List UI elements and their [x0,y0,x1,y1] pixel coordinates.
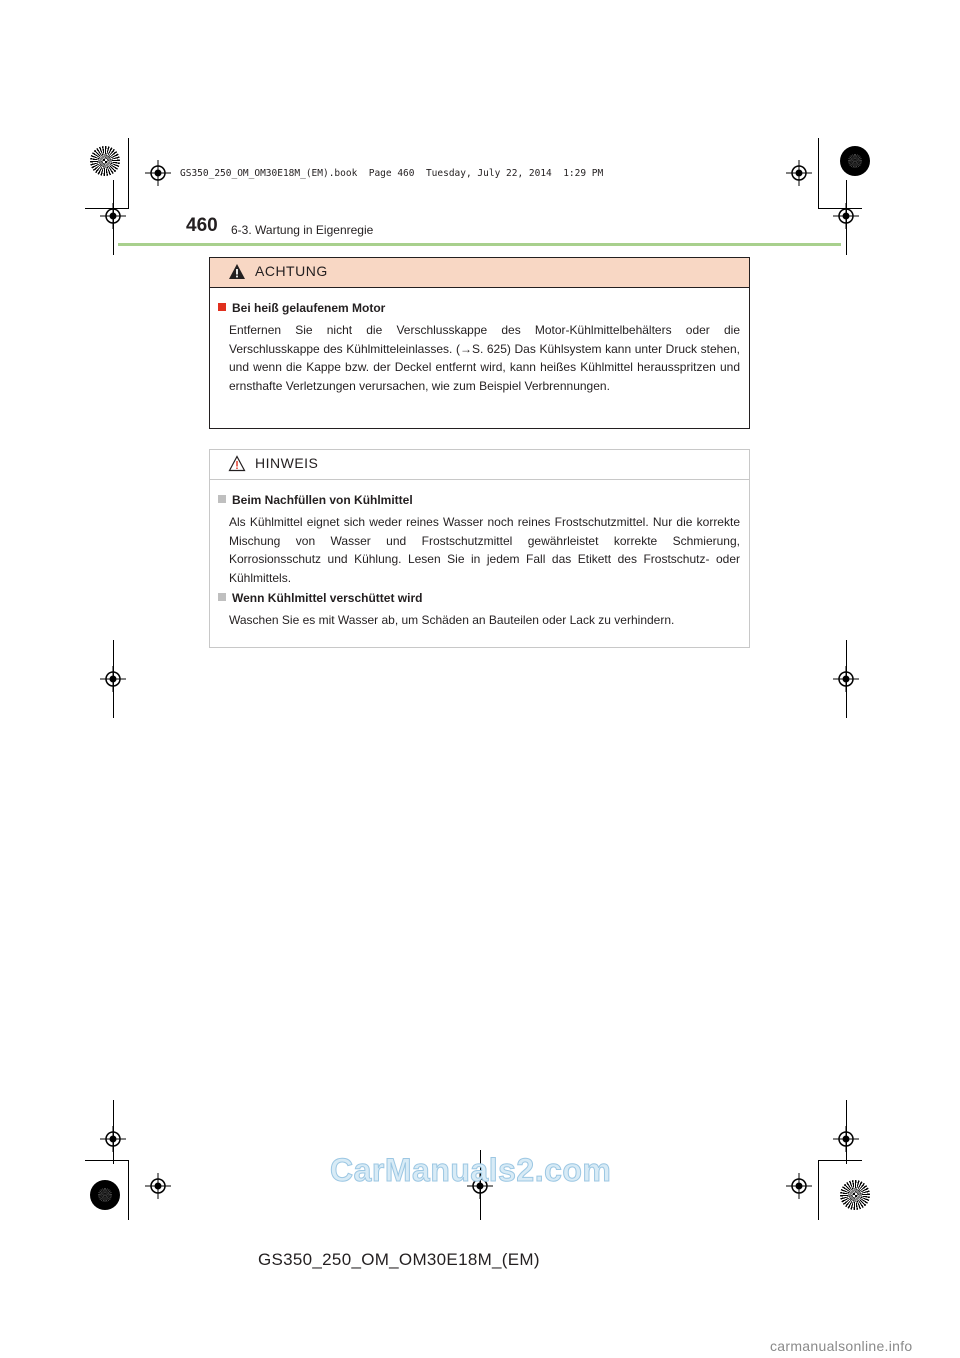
warning-header [210,258,749,288]
book-info-line: GS350_250_OM_OM30E18M_(EM).book Page 460 Tuesday, July 22, 2014 1:29 PM [180,168,604,179]
section-title: 6-3. Wartung in Eigenregie [231,223,374,237]
notice-header [210,450,749,480]
caution-triangle-icon [228,455,246,472]
notice-item-text: Waschen Sie es mit Wasser ab, um Schäden an Bauteilen oder Lack zu verhindern. [229,613,675,627]
registration-target-icon [786,160,812,186]
notice-title: HINWEIS [255,455,319,471]
watermark-text: CarManuals2.com [330,1152,612,1188]
square-bullet-icon [218,495,226,503]
header-rule [118,243,841,246]
registration-target-icon [833,666,859,692]
warning-triangle-icon [228,263,246,280]
registration-target-icon [786,1173,812,1199]
registration-target-icon [145,1173,171,1199]
color-calibration-mark-icon [90,146,120,176]
warning-box [209,257,750,429]
warning-item-text: Entfernen Sie nicht die Verschlusskappe des Motor-Kühlmittelbehälters oder die Verschlusskappe des Kühlmitteleinlasses. (→S. 625) Das Kühlsystem kann unter Druck stehen, und wenn die Kappe bzw. der Deckel entfernt wird, kann heißes Kühlmittel herausspritzen und ernsthafte Verletzungen verursachen, wie zum Beispiel Verbrennungen. [229,323,740,393]
registration-target-icon [833,1126,859,1152]
site-watermark: carmanualsonline.info [770,1338,913,1354]
color-calibration-mark-icon [840,146,870,176]
square-bullet-icon [218,303,226,311]
notice-item-heading: Wenn Kühlmittel verschüttet wird [218,591,422,605]
square-bullet-icon [218,593,226,601]
registration-target-icon [100,203,126,229]
registration-target-icon [100,666,126,692]
color-calibration-mark-icon [840,1180,870,1210]
color-calibration-mark-icon [90,1180,120,1210]
warning-item-heading: Bei heiß gelaufenem Motor [218,301,385,315]
footer-code: GS350_250_OM_OM30E18M_(EM) [258,1250,540,1269]
registration-target-icon [833,203,859,229]
registration-target-icon [145,160,171,186]
notice-item-text: Als Kühlmittel eignet sich weder reines Wasser noch reines Frostschutzmittel. Nur die korrekte Mischung von Wasser und Frostschutzmittel gewährleistet korrekte Schmierung, Korrosionsschutz und Kühlung. Lesen Sie in jedem Fall das Etikett des Frostschutz- oder Kühlmittels. [229,515,740,585]
notice-box [209,449,750,648]
page-number: 460 [186,215,218,236]
warning-title: ACHTUNG [255,263,328,279]
notice-item-heading: Beim Nachfüllen von Kühlmittel [218,493,413,507]
registration-target-icon [100,1126,126,1152]
